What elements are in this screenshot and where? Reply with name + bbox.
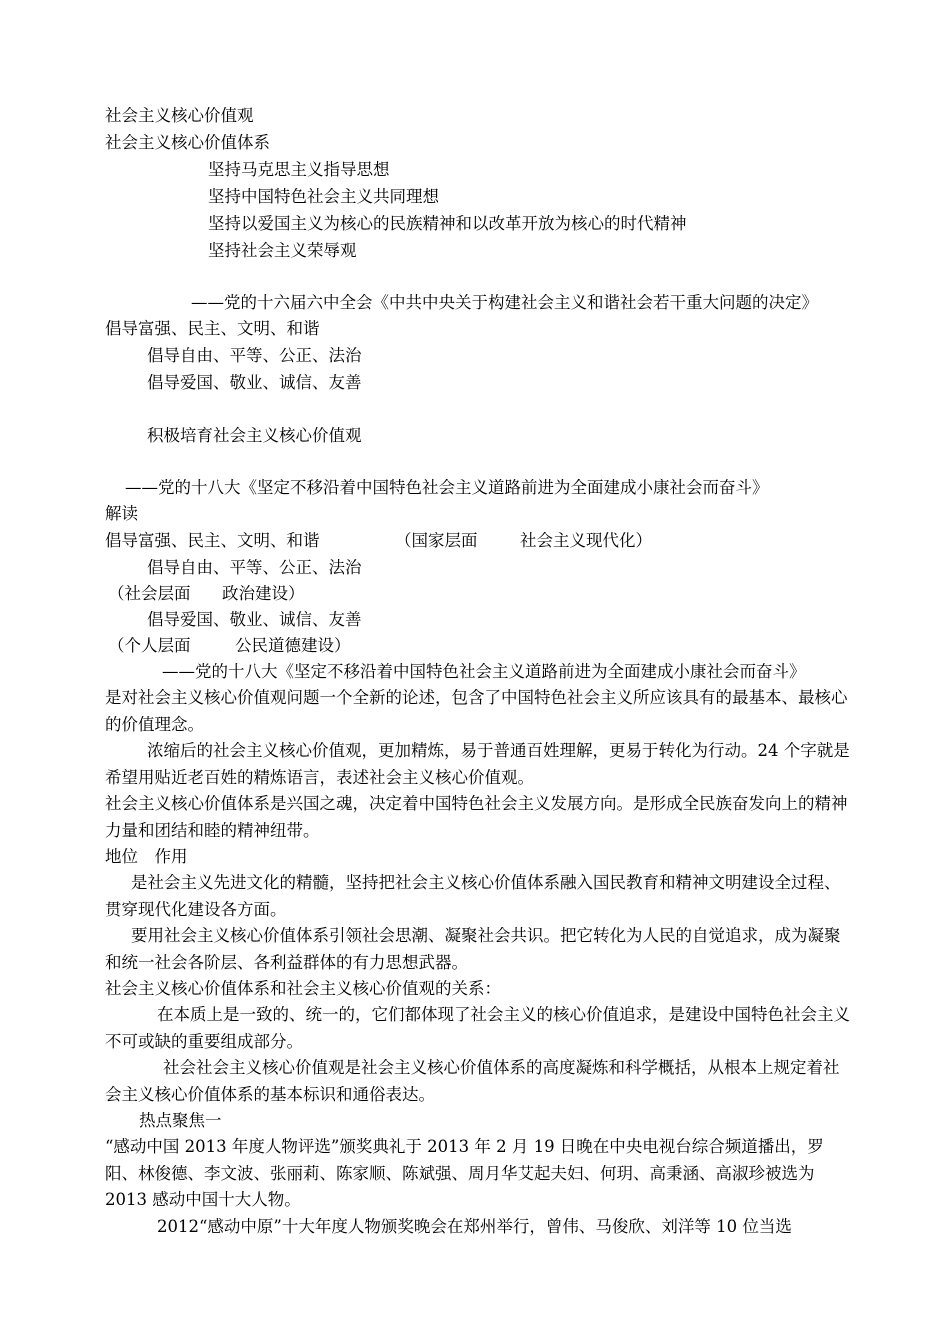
- line-advocate-social: 倡导自由、平等、公正、法治: [147, 346, 362, 365]
- line-source-16th: ——党的十六届六中全会《中共中央关于构建社会主义和谐社会若干重大问题的决定》: [191, 293, 818, 312]
- heading-hotspot-one: 热点聚焦一: [139, 1111, 222, 1130]
- paragraph-guide-trends: 要用社会主义核心价值体系引领社会思潮、凝聚社会共识。把它转化为人民的自觉追求，成为凝聚和统一社会各阶层、各利益群体的有力思想武器。: [105, 926, 841, 972]
- line-common-ideal: 坚持中国特色社会主义共同理想: [208, 187, 439, 206]
- interp-personal-goal: 公民道德建设）: [235, 636, 351, 655]
- interp-national-values: 倡导富强、民主、文明、和谐: [105, 531, 320, 550]
- line-interpretation: 解读: [105, 504, 138, 523]
- line-national-spirit: 坚持以爱国主义为核心的民族精神和以改革开放为核心的时代精神: [208, 214, 687, 233]
- line-value-system: 社会主义核心价值体系: [105, 133, 270, 152]
- line-advocate-national: 倡导富强、民主、文明、和谐: [105, 319, 320, 338]
- line-cultivate: 积极培育社会主义核心价值观: [147, 426, 362, 445]
- paragraph-new-discussion: 是对社会主义核心价值观问题一个全新的论述，包含了中国特色社会主义所应该具有的最基本、最核心的价值理念。: [105, 688, 848, 734]
- paragraph-touching-china: “感动中国 2013 年度人物评选”颁奖典礼于 2013 年 2 月 19 日晚在中央电视台综合频道播出，罗阳、林俊德、李文波、张丽莉、陈家顺、陈斌强、周月华艾起夫妇、何玥、高秉涵、高淑珍被选为 2013 感动中国十大人物。: [105, 1137, 824, 1209]
- interp-personal-level: （个人层面: [108, 636, 191, 655]
- line-advocate-personal: 倡导爱国、敬业、诚信、友善: [147, 373, 362, 392]
- paragraph-essence: 是社会主义先进文化的精髓，坚持把社会主义核心价值体系融入国民教育和精神文明建设全过程、贯穿现代化建设各方面。: [105, 873, 841, 919]
- heading-status-role: 地位 作用: [105, 847, 188, 866]
- interp-national-level: （国家层面: [395, 531, 478, 550]
- paragraph-soul-of-nation: 社会主义核心价值体系是兴国之魂，决定着中国特色社会主义发展方向。是形成全民族奋发向上的精神力量和团结和睦的精神纽带。: [105, 794, 848, 840]
- paragraph-touching-central-plains: 2012“感动中原”十大年度人物颁奖晚会在郑州举行，曾伟、马俊欣、刘洋等 10 位当选: [157, 1217, 792, 1236]
- paragraph-condensed: 浓缩后的社会主义核心价值观，更加精炼，易于普通百姓理解，更易于转化为行动。24 个字就是希望用贴近老百姓的精炼语言，表述社会主义核心价值观。: [105, 741, 850, 787]
- interp-national-goal: 社会主义现代化）: [520, 531, 652, 550]
- interp-social-goal: 政治建设）: [222, 584, 305, 603]
- line-honor-disgrace: 坚持社会主义荣辱观: [208, 241, 357, 260]
- line-source-18th-repeat: ——党的十八大《坚定不移沿着中国特色社会主义道路前进为全面建成小康社会而奋斗》: [162, 662, 806, 681]
- line-interp-national: [105, 528, 320, 554]
- paragraph-unified: 在本质上是一致的、统一的，它们都体现了社会主义的核心价值追求，是建设中国特色社会主义不可或缺的重要组成部分。: [105, 1005, 850, 1051]
- paragraph-concise-expression: 社会社会主义核心价值观是社会主义核心价值体系的高度凝炼和科学概括，从根本上规定着社会主义核心价值体系的基本标识和通俗表达。: [105, 1058, 840, 1104]
- line-title-core-values: 社会主义核心价值观: [105, 106, 254, 125]
- interp-social-level: （社会层面: [108, 584, 191, 603]
- line-interp-personal: 倡导爱国、敬业、诚信、友善: [147, 610, 362, 629]
- line-marxism: 坚持马克思主义指导思想: [208, 160, 390, 179]
- heading-relationship: 社会主义核心价值体系和社会主义核心价值观的关系：: [105, 979, 501, 998]
- line-source-18th: ——党的十八大《坚定不移沿着中国特色社会主义道路前进为全面建成小康社会而奋斗》: [125, 478, 769, 497]
- line-interp-social: 倡导自由、平等、公正、法治: [147, 558, 362, 577]
